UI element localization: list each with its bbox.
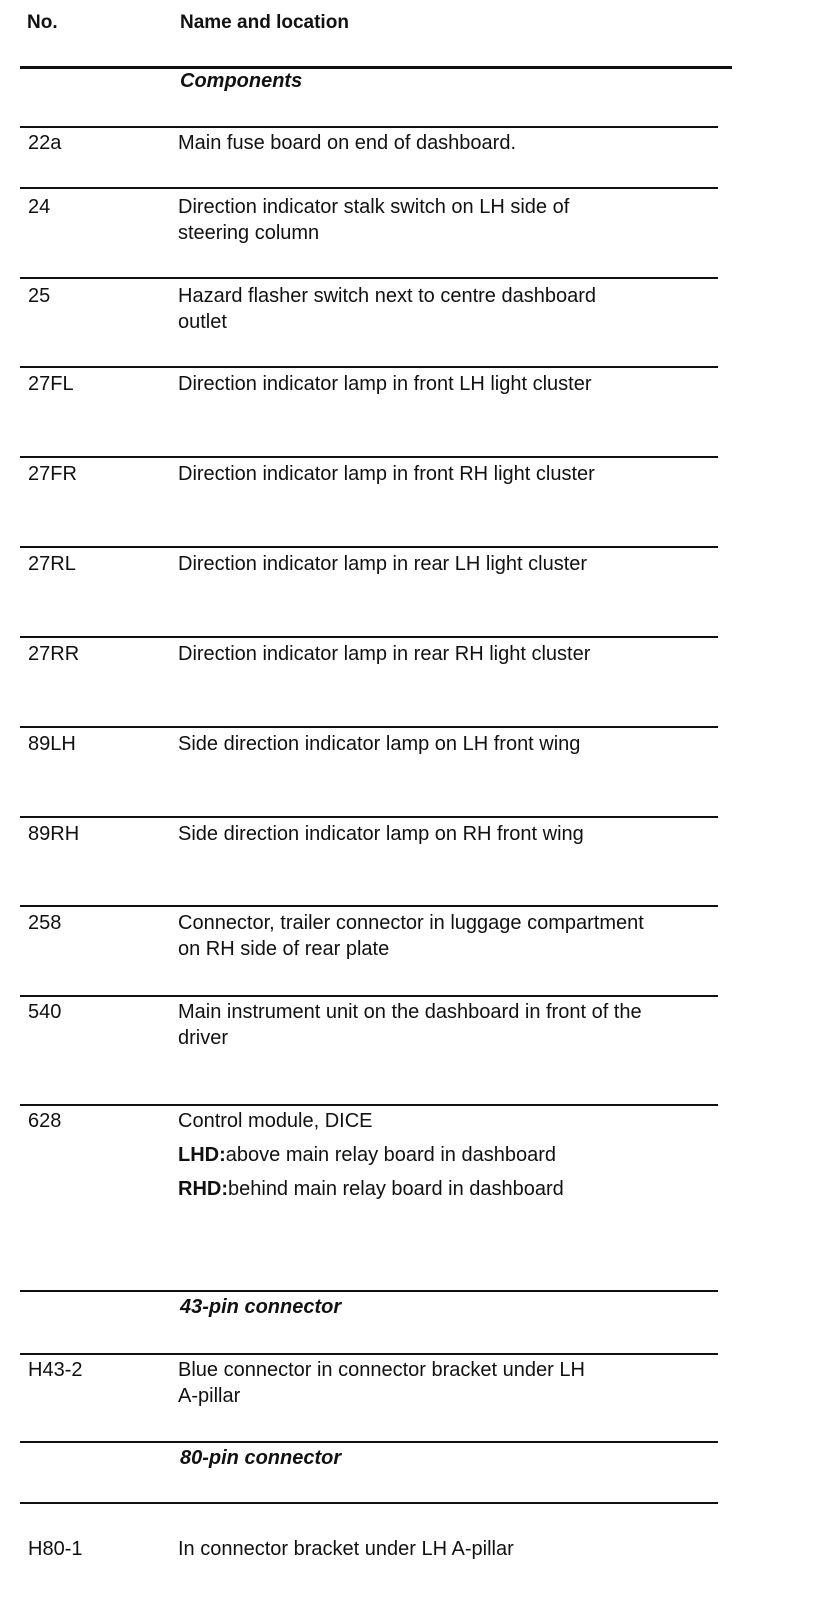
row-description: Direction indicator lamp in rear LH light cluster — [178, 553, 588, 575]
row-rule — [20, 816, 718, 818]
section-title-80-pin: 80-pin connector — [180, 1447, 342, 1469]
row-number: 258 — [28, 912, 62, 934]
row-description-main: Control module, DICE — [178, 1110, 373, 1132]
rhd-text: behind main relay board in dashboard — [228, 1178, 564, 1200]
row-rule — [20, 905, 718, 907]
row-rule — [20, 187, 718, 189]
column-header-name: Name and location — [180, 12, 349, 33]
rhd-location — [178, 1176, 578, 1202]
row-description: Main fuse board on end of dashboard. — [178, 132, 517, 154]
row-description: Side direction indicator lamp on LH front wing — [178, 733, 581, 755]
row-description: Hazard flasher switch next to centre dashboard outlet — [178, 285, 596, 333]
row-description: Direction indicator lamp in rear RH light cluster — [178, 643, 591, 665]
row-rule — [20, 726, 718, 728]
row-number: 27RR — [28, 643, 80, 665]
row-number: 27FR — [28, 463, 77, 485]
rhd-label: RHD: — [178, 1178, 228, 1200]
row-number: 89LH — [28, 733, 76, 755]
row-description: Side direction indicator lamp on RH front wing — [178, 823, 584, 845]
row-number: 27RL — [28, 553, 76, 575]
row-rule — [20, 546, 718, 548]
row-number: 24 — [28, 196, 51, 218]
row-rule — [20, 1441, 718, 1443]
column-header-no: No. — [27, 12, 58, 33]
row-description: Direction indicator lamp in front LH light cluster — [178, 373, 592, 395]
row-description: Blue connector in connector bracket under LH A-pillar — [178, 1359, 585, 1407]
row-rule — [20, 366, 718, 368]
row-rule — [20, 995, 718, 997]
row-rule — [20, 456, 718, 458]
lhd-label: LHD: — [178, 1144, 226, 1166]
row-rule — [20, 1353, 718, 1355]
row-number: H43-2 — [28, 1359, 83, 1381]
row-description: Main instrument unit on the dashboard in front of the driver — [178, 1001, 642, 1049]
row-description: Direction indicator stalk switch on LH side of steering column — [178, 196, 570, 244]
row-number: 628 — [28, 1110, 62, 1132]
row-number: 22a — [28, 132, 62, 154]
row-number: 540 — [28, 1001, 62, 1023]
row-number: H80-1 — [28, 1538, 83, 1560]
header-rule — [20, 66, 732, 69]
row-rule — [20, 1502, 718, 1504]
row-rule — [20, 636, 718, 638]
row-description: Direction indicator lamp in front RH light cluster — [178, 463, 595, 485]
row-rule — [20, 1290, 718, 1292]
row-number: 25 — [28, 285, 51, 307]
row-rule — [20, 126, 718, 128]
lhd-location — [178, 1142, 578, 1168]
lhd-text: above main relay board in dashboard — [225, 1144, 556, 1166]
row-rule — [20, 1104, 718, 1106]
section-title-43-pin: 43-pin connector — [180, 1296, 342, 1318]
row-description: Connector, trailer connector in luggage compartment on RH side of rear plate — [178, 912, 644, 960]
row-description: In connector bracket under LH A-pillar — [178, 1538, 514, 1560]
section-title-components: Components — [180, 70, 303, 92]
row-rule — [20, 277, 718, 279]
row-description — [178, 1108, 578, 1202]
row-number: 89RH — [28, 823, 80, 845]
row-number: 27FL — [28, 373, 74, 395]
